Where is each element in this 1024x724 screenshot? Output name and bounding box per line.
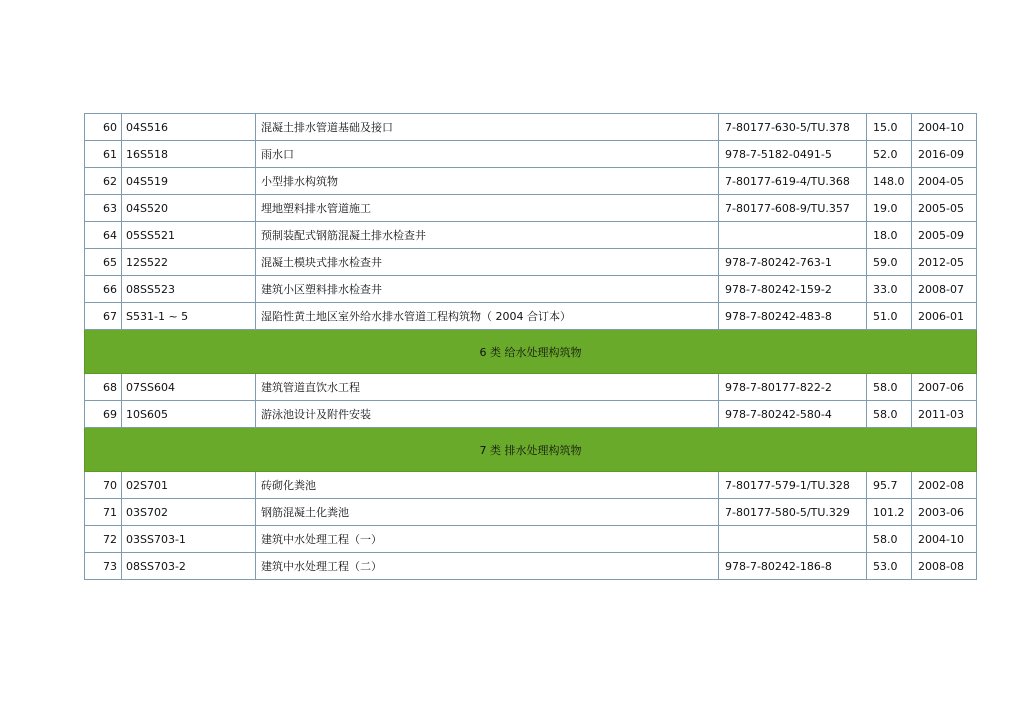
row-number: 68 bbox=[85, 374, 122, 401]
table-row bbox=[85, 303, 977, 330]
row-number: 64 bbox=[85, 222, 122, 249]
table-row bbox=[85, 114, 977, 141]
catalog-table-body bbox=[85, 114, 977, 580]
price: 19.0 bbox=[867, 195, 912, 222]
price: 148.0 bbox=[867, 168, 912, 195]
section-header-row bbox=[85, 330, 977, 374]
drawing-code: 03S702 bbox=[122, 499, 256, 526]
row-number: 73 bbox=[85, 553, 122, 580]
price: 58.0 bbox=[867, 401, 912, 428]
section-header-label: 6 类 给水处理构筑物 bbox=[479, 345, 582, 359]
drawing-code: 12S522 bbox=[122, 249, 256, 276]
section-header-row bbox=[85, 428, 977, 472]
drawing-title: 建筑小区塑料排水检查井 bbox=[256, 276, 719, 303]
isbn-number: 7-80177-608-9/TU.357 bbox=[719, 195, 867, 222]
drawing-title: 混凝土模块式排水检查井 bbox=[256, 249, 719, 276]
isbn-number bbox=[719, 222, 867, 249]
table-row bbox=[85, 222, 977, 249]
drawing-code: 03SS703-1 bbox=[122, 526, 256, 553]
publish-date: 2003-06 bbox=[912, 499, 977, 526]
publish-date: 2005-09 bbox=[912, 222, 977, 249]
table-row bbox=[85, 249, 977, 276]
table-row bbox=[85, 276, 977, 303]
price: 51.0 bbox=[867, 303, 912, 330]
isbn-number: 978-7-80242-763-1 bbox=[719, 249, 867, 276]
publish-date: 2005-05 bbox=[912, 195, 977, 222]
isbn-number: 978-7-80177-822-2 bbox=[719, 374, 867, 401]
drawing-code: 04S520 bbox=[122, 195, 256, 222]
row-number: 71 bbox=[85, 499, 122, 526]
table-row bbox=[85, 195, 977, 222]
publish-date: 2004-05 bbox=[912, 168, 977, 195]
row-number: 65 bbox=[85, 249, 122, 276]
row-number: 61 bbox=[85, 141, 122, 168]
drawing-code: 04S519 bbox=[122, 168, 256, 195]
publish-date: 2004-10 bbox=[912, 114, 977, 141]
isbn-number bbox=[719, 526, 867, 553]
catalog-table bbox=[84, 113, 977, 580]
drawing-title: 钢筋混凝土化粪池 bbox=[256, 499, 719, 526]
row-number: 62 bbox=[85, 168, 122, 195]
drawing-title: 埋地塑料排水管道施工 bbox=[256, 195, 719, 222]
table-row bbox=[85, 374, 977, 401]
price: 101.2 bbox=[867, 499, 912, 526]
section-header bbox=[85, 330, 977, 374]
drawing-title: 混凝土排水管道基础及接口 bbox=[256, 114, 719, 141]
isbn-number: 978-7-5182-0491-5 bbox=[719, 141, 867, 168]
drawing-title: 建筑中水处理工程（一） bbox=[256, 526, 719, 553]
drawing-title: 湿陷性黄土地区室外给水排水管道工程构筑物（ 2004 合订本） bbox=[256, 303, 719, 330]
row-number: 60 bbox=[85, 114, 122, 141]
isbn-number: 7-80177-579-1/TU.328 bbox=[719, 472, 867, 499]
drawing-title: 建筑中水处理工程（二） bbox=[256, 553, 719, 580]
drawing-title: 砖砌化粪池 bbox=[256, 472, 719, 499]
isbn-number: 7-80177-619-4/TU.368 bbox=[719, 168, 867, 195]
drawing-code: 08SS703-2 bbox=[122, 553, 256, 580]
drawing-title: 雨水口 bbox=[256, 141, 719, 168]
isbn-number: 978-7-80242-159-2 bbox=[719, 276, 867, 303]
table-row bbox=[85, 168, 977, 195]
price: 58.0 bbox=[867, 526, 912, 553]
isbn-number: 7-80177-580-5/TU.329 bbox=[719, 499, 867, 526]
price: 33.0 bbox=[867, 276, 912, 303]
table-row bbox=[85, 472, 977, 499]
publish-date: 2016-09 bbox=[912, 141, 977, 168]
drawing-code: 16S518 bbox=[122, 141, 256, 168]
drawing-code: 10S605 bbox=[122, 401, 256, 428]
row-number: 67 bbox=[85, 303, 122, 330]
row-number: 63 bbox=[85, 195, 122, 222]
price: 15.0 bbox=[867, 114, 912, 141]
table-row bbox=[85, 141, 977, 168]
price: 53.0 bbox=[867, 553, 912, 580]
drawing-code: 08SS523 bbox=[122, 276, 256, 303]
table-row bbox=[85, 526, 977, 553]
drawing-code: S531-1 ~ 5 bbox=[122, 303, 256, 330]
publish-date: 2008-08 bbox=[912, 553, 977, 580]
drawing-code: 04S516 bbox=[122, 114, 256, 141]
table-row bbox=[85, 553, 977, 580]
publish-date: 2002-08 bbox=[912, 472, 977, 499]
row-number: 72 bbox=[85, 526, 122, 553]
publish-date: 2006-01 bbox=[912, 303, 977, 330]
drawing-code: 02S701 bbox=[122, 472, 256, 499]
drawing-title: 预制装配式钢筋混凝土排水检查井 bbox=[256, 222, 719, 249]
drawing-title: 小型排水构筑物 bbox=[256, 168, 719, 195]
section-header bbox=[85, 428, 977, 472]
publish-date: 2011-03 bbox=[912, 401, 977, 428]
drawing-code: 05SS521 bbox=[122, 222, 256, 249]
price: 58.0 bbox=[867, 374, 912, 401]
publish-date: 2012-05 bbox=[912, 249, 977, 276]
price: 18.0 bbox=[867, 222, 912, 249]
price: 52.0 bbox=[867, 141, 912, 168]
publish-date: 2008-07 bbox=[912, 276, 977, 303]
row-number: 70 bbox=[85, 472, 122, 499]
table-row bbox=[85, 401, 977, 428]
price: 95.7 bbox=[867, 472, 912, 499]
section-header-label: 7 类 排水处理构筑物 bbox=[479, 443, 582, 457]
table-row bbox=[85, 499, 977, 526]
isbn-number: 7-80177-630-5/TU.378 bbox=[719, 114, 867, 141]
publish-date: 2004-10 bbox=[912, 526, 977, 553]
isbn-number: 978-7-80242-580-4 bbox=[719, 401, 867, 428]
drawing-title: 建筑管道直饮水工程 bbox=[256, 374, 719, 401]
price: 59.0 bbox=[867, 249, 912, 276]
isbn-number: 978-7-80242-186-8 bbox=[719, 553, 867, 580]
row-number: 69 bbox=[85, 401, 122, 428]
publish-date: 2007-06 bbox=[912, 374, 977, 401]
row-number: 66 bbox=[85, 276, 122, 303]
isbn-number: 978-7-80242-483-8 bbox=[719, 303, 867, 330]
drawing-code: 07SS604 bbox=[122, 374, 256, 401]
drawing-title: 游泳池设计及附件安装 bbox=[256, 401, 719, 428]
